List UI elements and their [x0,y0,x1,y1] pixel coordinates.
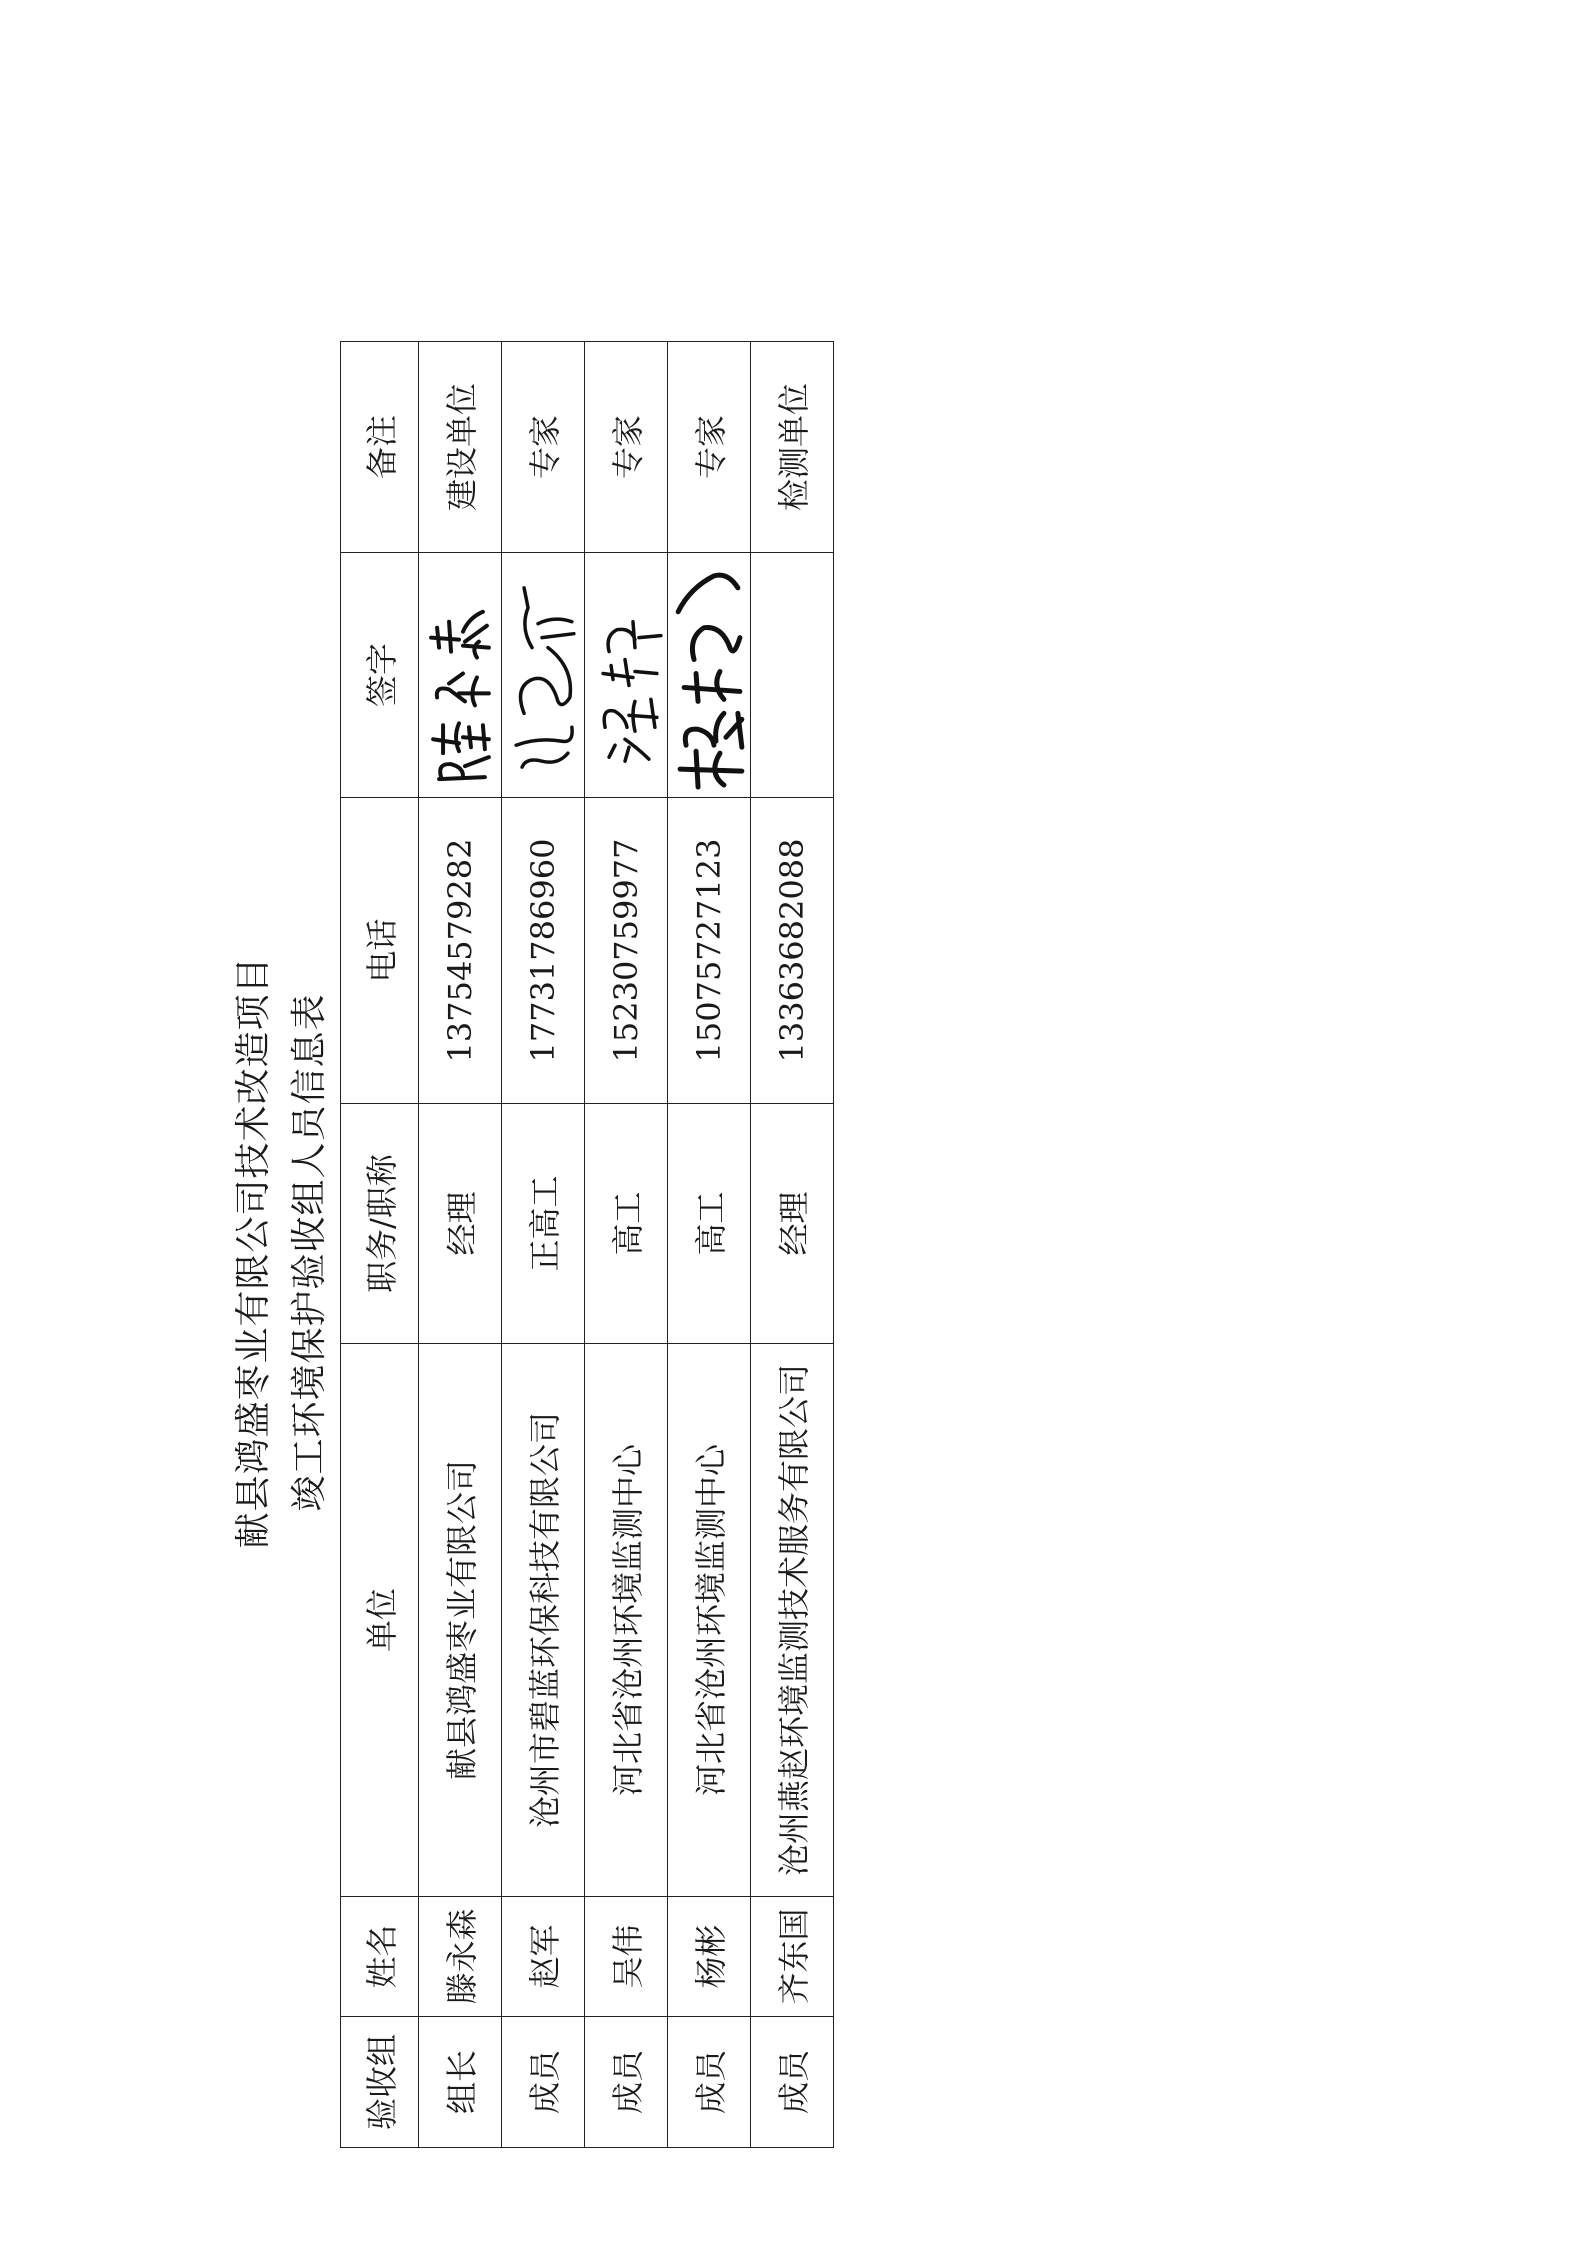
cell-remark: 检测单位 [751,342,834,553]
header-name: 姓名 [341,1897,419,2017]
cell-signature [585,553,668,798]
cell-unit: 沧州燕赵环境监测技术服务有限公司 [751,1344,834,1897]
document-title: 献县鸿盛枣业有限公司技术改造项目 [233,956,274,1549]
personnel-table [340,341,834,2148]
cell-signature [419,553,502,798]
table-row [751,342,834,2148]
cell-remark: 专家 [502,342,585,553]
cell-name: 齐东国 [751,1897,834,2017]
table-row [585,342,668,2148]
handwritten-signature [419,553,501,797]
cell-unit: 献县鸿盛枣业有限公司 [419,1344,502,1897]
cell-group: 成员 [668,2017,751,2148]
handwritten-signature [668,553,750,797]
cell-position: 经理 [751,1104,834,1344]
cell-signature [668,553,751,798]
cell-unit: 沧州市碧蓝环保科技有限公司 [502,1344,585,1897]
table-header-row [341,342,419,2148]
cell-position: 高工 [668,1104,751,1344]
cell-group: 组长 [419,2017,502,2148]
header-signature: 签字 [341,553,419,798]
cell-phone: 13754579282 [419,798,502,1104]
table-row [668,342,751,2148]
header-phone: 电话 [341,798,419,1104]
cell-position: 正高工 [502,1104,585,1344]
cell-name: 滕永森 [419,1897,502,2017]
cell-group: 成员 [585,2017,668,2148]
cell-position: 高工 [585,1104,668,1344]
cell-phone: 17731786960 [502,798,585,1104]
header-unit: 单位 [341,1344,419,1897]
cell-unit: 河北省沧州环境监测中心 [585,1344,668,1897]
cell-name: 杨彬 [668,1897,751,2017]
cell-phone: 15230759977 [585,798,668,1104]
cell-name: 赵军 [502,1897,585,2017]
rotated-content [0,260,1587,2245]
cell-phone: 15075727123 [668,798,751,1104]
document-subtitle: 竣工环境保护验收组人员信息表 [289,993,330,1512]
cell-phone: 13363682088 [751,798,834,1104]
cell-remark: 建设单位 [419,342,502,553]
table-row [502,342,585,2148]
handwritten-signature [502,553,584,797]
cell-remark: 专家 [668,342,751,553]
handwritten-signature [585,553,667,797]
cell-unit: 河北省沧州环境监测中心 [668,1344,751,1897]
cell-remark: 专家 [585,342,668,553]
header-remark: 备注 [341,342,419,553]
table-row [419,342,502,2148]
cell-name: 吴伟 [585,1897,668,2017]
cell-signature [502,553,585,798]
cell-group: 成员 [751,2017,834,2148]
cell-group: 成员 [502,2017,585,2148]
header-group: 验收组 [341,2017,419,2148]
cell-signature [751,553,834,798]
cell-position: 经理 [419,1104,502,1344]
header-position: 职务/职称 [341,1104,419,1344]
